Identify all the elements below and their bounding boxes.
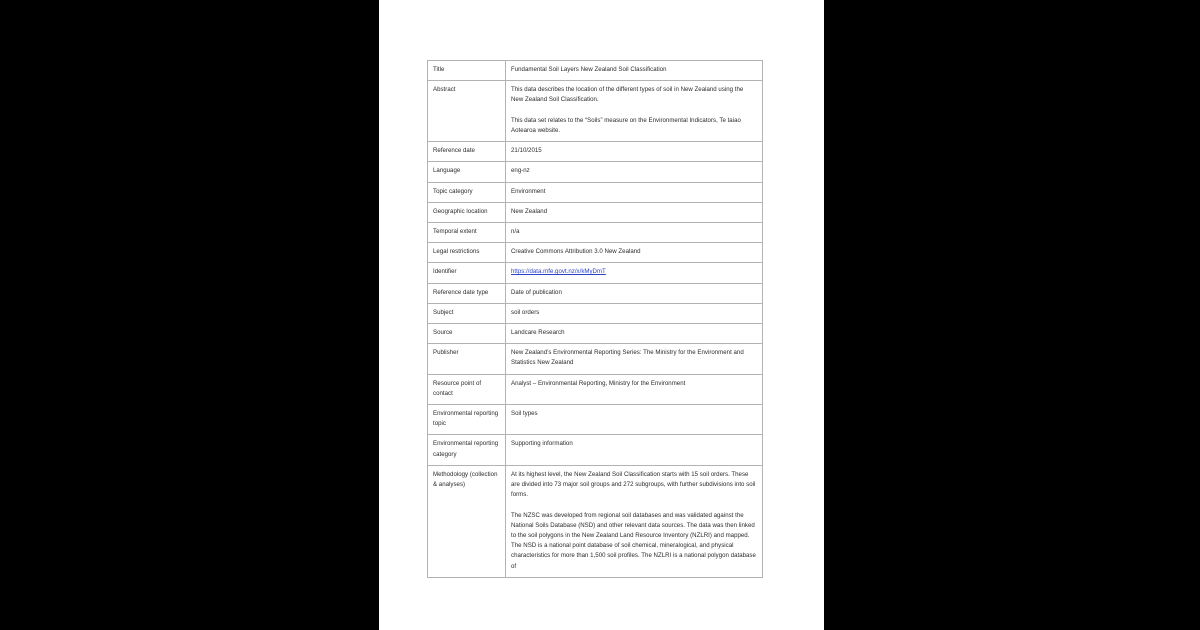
table-row — [428, 202, 763, 222]
row-label-environmental-reporting-category — [428, 435, 506, 465]
row-label-title — [428, 61, 506, 81]
label-text: Geographic location — [433, 207, 488, 215]
row-label-identifier — [428, 263, 506, 283]
row-label-topic-category — [428, 182, 506, 202]
row-value-environmental-reporting-category — [506, 435, 763, 465]
row-value-abstract — [506, 81, 763, 142]
row-label-publisher — [428, 344, 506, 374]
row-label-subject — [428, 303, 506, 323]
label-text: Identifier — [433, 268, 457, 276]
row-value-resource-point-of-contact — [506, 374, 763, 404]
row-label-temporal-extent — [428, 223, 506, 243]
value-text: soil orders — [511, 308, 540, 316]
row-value-reference-date-type — [506, 283, 763, 303]
row-value-reference-date — [506, 142, 763, 162]
value-text-paragraph-1: At its highest level, the New Zealand Soil Classification starts with 15 soil orders. These are divided into 73 major soil groups and 272 subgroups, with further subdivisions into soil forms. — [511, 470, 756, 499]
table-row — [428, 374, 763, 404]
label-text: Legal restrictions — [433, 248, 480, 256]
row-value-source — [506, 324, 763, 344]
table-row — [428, 61, 763, 81]
table-row — [428, 324, 763, 344]
value-text: Supporting information — [511, 440, 573, 448]
value-text-paragraph-2: This data set relates to the “Soils” measure on the Environmental Indicators, Te taiao Aotearoa website. — [511, 116, 741, 134]
row-label-geographic-location — [428, 202, 506, 222]
row-label-methodology — [428, 465, 506, 577]
label-text: Subject — [433, 308, 454, 316]
identifier-link-wrapper — [511, 267, 757, 277]
value-text: Environment — [511, 187, 546, 195]
row-label-source — [428, 324, 506, 344]
table-row — [428, 263, 763, 283]
value-text-paragraph-2: The NZSC was developed from regional soil databases and was validated against the National Soils Database (NSD) and other relevant data sources. The data was then linked to the soil polygons in the New Zealand Land Resource Inventory (NZLRI) and mapped. The NSD is a national point database of soil chemical, mineralogical, and physical characteristics for more than 1,500 soil profiles. The NZLRI is a national polygon database of — [511, 511, 756, 570]
label-text: Reference date — [433, 147, 475, 155]
row-label-legal-restrictions — [428, 243, 506, 263]
row-value-topic-category — [506, 182, 763, 202]
table-row — [428, 405, 763, 435]
row-value-identifier — [506, 263, 763, 283]
row-value-geographic-location — [506, 202, 763, 222]
row-value-methodology — [506, 465, 763, 577]
label-text: Reference date type — [433, 288, 489, 296]
metadata-table — [427, 60, 763, 578]
table-row — [428, 344, 763, 374]
value-text: eng-nz — [511, 167, 530, 175]
row-label-language — [428, 162, 506, 182]
document-page — [379, 0, 824, 630]
label-text: Abstract — [433, 86, 456, 94]
label-text: Source — [433, 329, 453, 337]
row-label-abstract — [428, 81, 506, 142]
row-value-subject — [506, 303, 763, 323]
value-text: New Zealand — [511, 207, 548, 215]
table-row — [428, 182, 763, 202]
label-text: Topic category — [433, 187, 473, 195]
row-value-environmental-reporting-topic — [506, 405, 763, 435]
metadata-table-body — [428, 61, 763, 578]
label-text: Language — [433, 167, 461, 175]
label-text: Temporal extent — [433, 228, 477, 236]
row-value-title — [506, 61, 763, 81]
value-text: Soil types — [511, 410, 538, 418]
value-text: Analyst – Environmental Reporting, Ministry for the Environment — [511, 379, 686, 387]
value-text: Fundamental Soil Layers New Zealand Soil Classification — [511, 66, 667, 73]
table-row — [428, 162, 763, 182]
table-row — [428, 142, 763, 162]
row-label-resource-point-of-contact — [428, 374, 506, 404]
value-text: New Zealand’s Environmental Reporting Series: The Ministry for the Environment and Statistics New Zealand — [511, 349, 744, 367]
table-row — [428, 465, 763, 577]
row-value-language — [506, 162, 763, 182]
value-text-paragraph-1: This data describes the location of the different types of soil in New Zealand using the New Zealand Soil Classification. — [511, 86, 744, 104]
value-text: Landcare Research — [511, 329, 565, 337]
value-text: n/a — [511, 228, 520, 236]
row-label-reference-date-type — [428, 283, 506, 303]
label-text: Environmental reporting topic — [433, 410, 499, 428]
row-value-temporal-extent — [506, 223, 763, 243]
value-text: Creative Commons Attribution 3.0 New Zealand — [511, 248, 641, 256]
row-value-legal-restrictions — [506, 243, 763, 263]
value-text: Date of publication — [511, 288, 562, 296]
label-text: Publisher — [433, 349, 459, 357]
table-row — [428, 303, 763, 323]
label-text: Resource point of contact — [433, 379, 482, 397]
row-label-reference-date — [428, 142, 506, 162]
table-row — [428, 223, 763, 243]
value-text: 21/10/2015 — [511, 147, 542, 155]
table-row — [428, 283, 763, 303]
table-row — [428, 243, 763, 263]
identifier-link[interactable]: https://data.mfe.govt.nz/x/kMyDmT — [511, 268, 606, 276]
table-row — [428, 81, 763, 142]
label-text: Methodology (collection & analyses) — [433, 470, 498, 489]
row-value-publisher — [506, 344, 763, 374]
label-text: Environmental reporting category — [433, 440, 499, 458]
row-label-environmental-reporting-topic — [428, 405, 506, 435]
table-row — [428, 435, 763, 465]
label-text: Title — [433, 66, 445, 73]
